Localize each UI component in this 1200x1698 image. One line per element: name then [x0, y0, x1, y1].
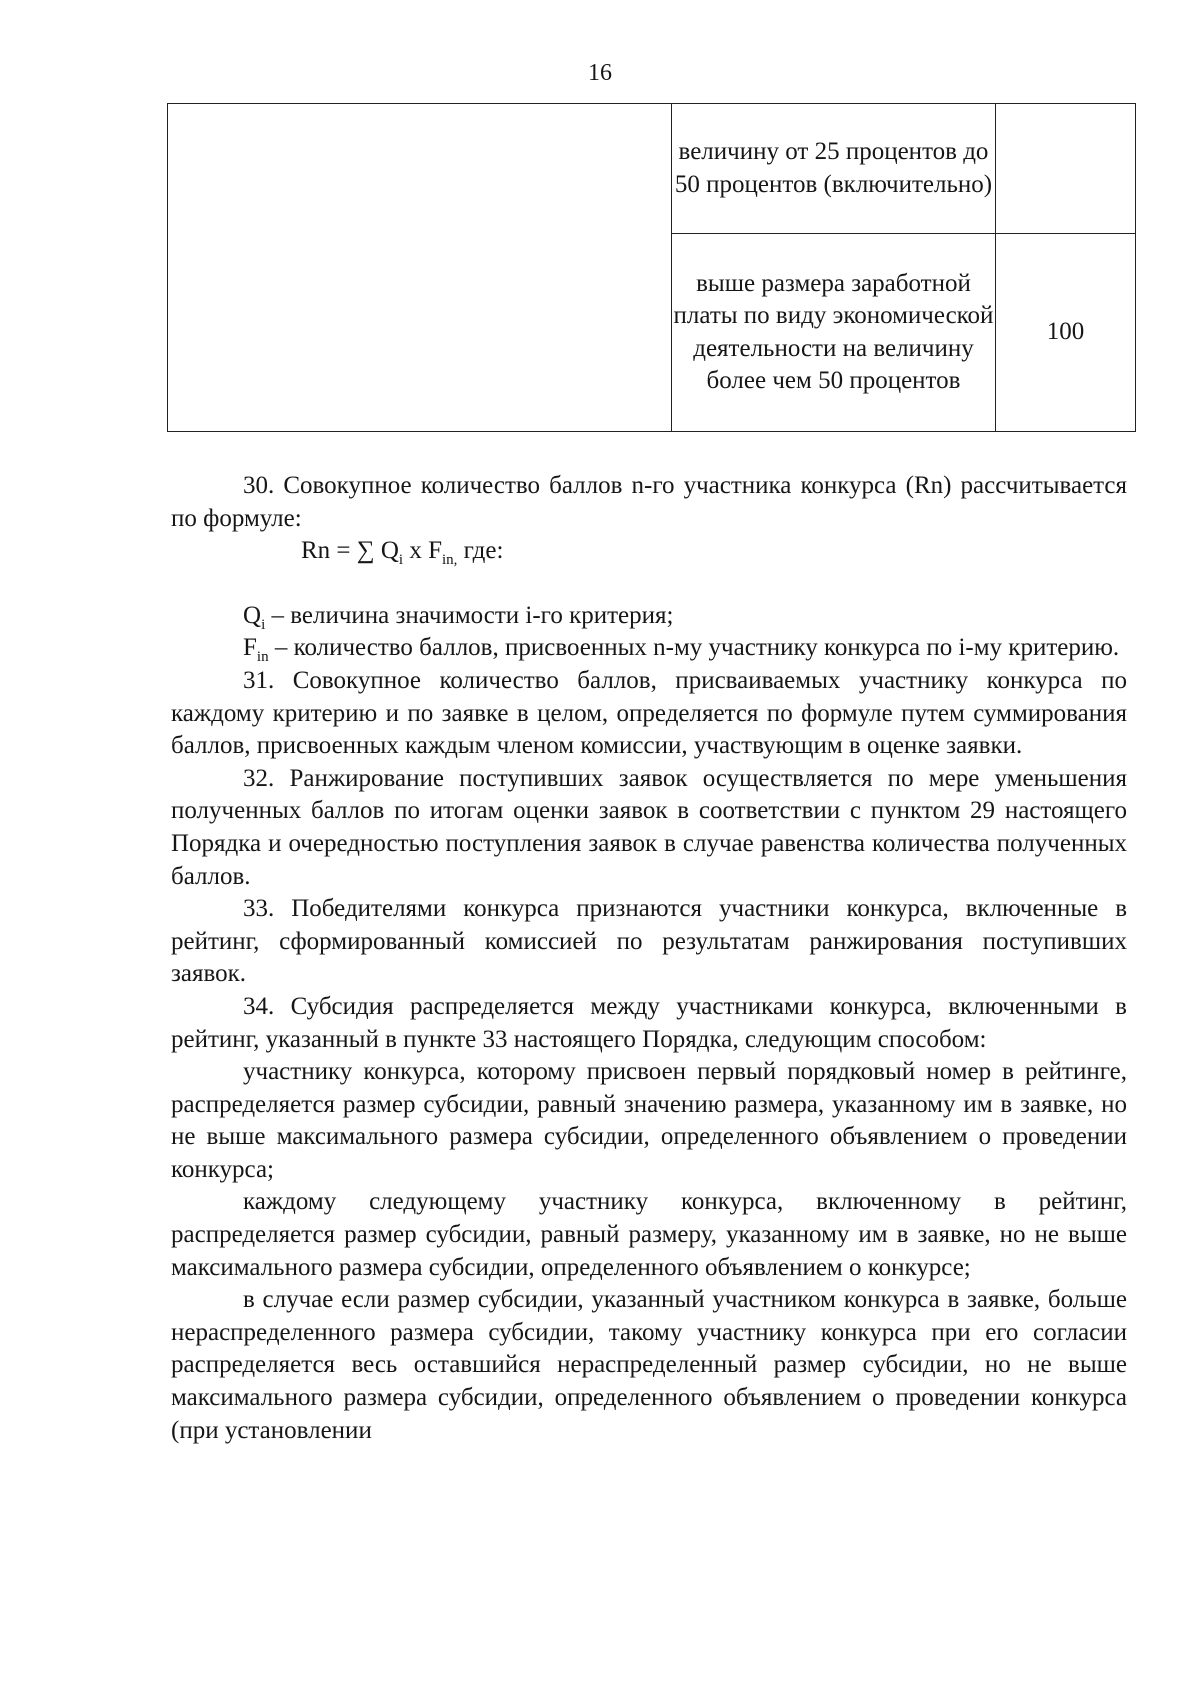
criterion-cell	[168, 104, 672, 432]
score-cell: 100	[996, 234, 1136, 432]
condition-cell: выше размера заработной платы по виду экономической деятельности на величину более чем 50 процентов	[672, 234, 996, 432]
table-row	[168, 104, 1136, 234]
paragraph-33: 33. Победителями конкурса признаются участники конкурса, включенные в рейтинг, сформированный комиссией по результатам ранжирования поступивших заявок.	[171, 895, 1127, 988]
score-cell	[996, 104, 1136, 234]
paragraph-31: 31. Совокупное количество баллов, присваиваемых участнику конкурса по каждому критерию и по заявке в целом, определяется по формуле путем суммирования баллов, присвоенных каждым членом комиссии, участвующим в оценке заявки.	[171, 666, 1127, 760]
paragraph-34: 34. Субсидия распределяется между участниками конкурса, включенными в рейтинг, указанный в пункте 33 настоящего Порядка, следующим способом:	[171, 992, 1127, 1053]
formula-rn: Rn = ∑ $Q_i$ x $F_{in,}$ где:	[301, 537, 504, 569]
paragraph-34-c: в случае если размер субсидии, указанный участником конкурса в заявке, больше нераспределенного размера субсидии, такому участнику конкурса при его согласии распределяется весь оставшийся нераспределенный размер субсидии, но не выше максимального размера субсидии, определенного объявлением о проведении конкурса (при установлении	[171, 1286, 1127, 1444]
paragraph-34-b: каждому следующему участнику конкурса, включенному в рейтинг, распределяется размер субсидии, равный размеру, указанному им в заявке, но не выше максимального размера субсидии, определенного объявлением о конкурсе;	[171, 1188, 1127, 1281]
criteria-table	[167, 103, 1136, 432]
spacer	[171, 568, 1127, 600]
definition-f: $F_{in}$ – количество баллов, присвоенных n-му участнику конкурса по i-му критерию.	[243, 634, 1120, 666]
page-number: 16	[588, 60, 612, 86]
condition-cell: величину от 25 процентов до 50 процентов (включительно)	[672, 104, 996, 234]
definition-q: $Q_i$ – величина значимости i-го критерия;	[243, 601, 674, 633]
paragraph-30: 30. Совокупное количество баллов n-го участника конкурса (Rn) рассчитывается по формуле:	[171, 472, 1127, 532]
paragraph-34-a: участнику конкурса, которому присвоен первый порядковый номер в рейтинге, распределяется размер субсидии, равный значению размера, указанному им в заявке, но не выше максимального размера субсидии, определенного объявлением о проведении конкурса;	[171, 1058, 1127, 1183]
paragraph-32: 32. Ранжирование поступивших заявок осуществляется по мере уменьшения полученных баллов по итогам оценки заявок в соответствии с пунктом 29 настоящего Порядка и очередностью поступления заявок в случае равенства количества полученных баллов.	[171, 764, 1127, 890]
document-body	[171, 470, 1127, 1447]
